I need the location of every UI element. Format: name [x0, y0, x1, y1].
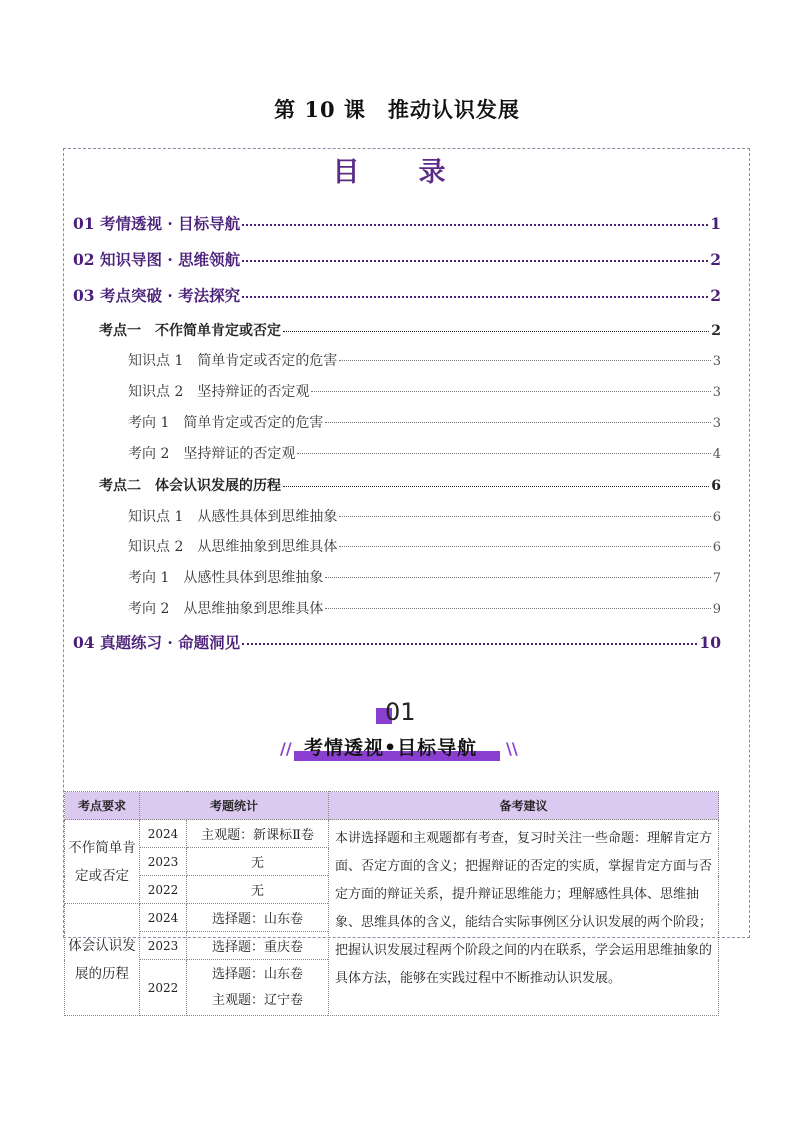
toc-entry-title: 考向 1 简单肯定或否定的危害 — [128, 415, 324, 431]
toc-entry-title: 04 真题练习 · 命题洞见 — [73, 633, 241, 652]
toc-entry-title: 考向 2 坚持辩证的否定观 — [128, 446, 296, 462]
toc-entry-page: 10 — [699, 633, 721, 652]
toc-entry-title: 03 考点突破 · 考法探究 — [73, 286, 241, 305]
toc-entry-page: 2 — [711, 323, 721, 339]
toc-entry-title: 考向 1 从感性具体到思维抽象 — [128, 570, 324, 586]
year-cell: 2024 — [140, 820, 187, 848]
toc-entry[interactable] — [128, 536, 721, 556]
toc-entry[interactable] — [73, 212, 721, 234]
toc-entry-page: 4 — [712, 447, 721, 462]
toc-entry[interactable] — [128, 381, 721, 401]
slash-decoration-right: \\ — [506, 739, 518, 758]
requirement-cell: 体会认识发展的历程 — [65, 904, 140, 1016]
toc-entry-page: 2 — [710, 250, 721, 269]
toc-leader-dots — [242, 259, 708, 262]
toc-entry-page: 6 — [712, 540, 721, 555]
toc-entry[interactable] — [99, 475, 721, 495]
toc-entry-page: 6 — [711, 478, 721, 494]
toc-leader-dots — [325, 607, 710, 609]
toc-entry-title: 01 考情透视 · 目标导航 — [73, 214, 241, 233]
page-title: 第 10 课 推动认识发展 — [274, 97, 520, 122]
toc-leader-dots — [242, 642, 697, 645]
toc-entry-page: 1 — [710, 214, 721, 233]
suggestion-cell: 本讲选择题和主观题都有考查，复习时关注一些命题：理解肯定方面、否定方面的含义；把握辩证的否定的实质，掌握肯定方面与否定方面的辩证关系，提升辩证思维能力；理解感性具体、思维抽象、思维具体的含义，能结合实际事例区分认识发展的两个阶段；把握认识发展过程两个阶段之间的内在联系，学会运用思维抽象的具体方法，能够在实践过程中不断推动认识发展。 — [329, 820, 719, 1016]
toc-entry-title: 考点二 体会认识发展的历程 — [99, 478, 281, 494]
toc-leader-dots — [283, 330, 709, 332]
year-cell: 2024 — [140, 904, 187, 932]
year-cell: 2022 — [140, 960, 187, 1016]
toc-entry-title: 知识点 2 坚持辩证的否定观 — [128, 384, 310, 400]
stat-cell: 无 — [187, 876, 329, 904]
stat-cell: 选择题：重庆卷 — [187, 932, 329, 960]
section-banner — [280, 733, 520, 761]
toc-entry-page: 3 — [712, 354, 721, 369]
toc-entry[interactable] — [128, 598, 721, 618]
year-cell: 2023 — [140, 848, 187, 876]
stat-cell: 主观题：新课标Ⅱ卷 — [187, 820, 329, 848]
toc-entry[interactable] — [73, 284, 721, 306]
toc-entry[interactable] — [73, 631, 721, 653]
toc-entry[interactable] — [128, 412, 721, 432]
toc-leader-dots — [339, 515, 710, 517]
toc-leader-dots — [311, 390, 710, 392]
toc-entry[interactable] — [128, 506, 721, 526]
toc-entry-title: 考向 2 从思维抽象到思维具体 — [128, 601, 324, 617]
toc-entry-title: 考点一 不作简单肯定或否定 — [99, 323, 281, 339]
toc-entry[interactable] — [128, 350, 721, 370]
toc-leader-dots — [339, 359, 710, 361]
section-number: 01 — [376, 698, 436, 728]
stat-line: 主观题：辽宁卷 — [212, 992, 304, 1008]
stat-line: 选择题：山东卷 — [212, 966, 304, 982]
toc-heading: 目 录 — [332, 157, 462, 188]
toc-entry[interactable] — [128, 567, 721, 587]
exam-requirement-table — [64, 791, 719, 1016]
toc-leader-dots — [325, 421, 710, 423]
toc-entry-title: 知识点 2 从思维抽象到思维具体 — [128, 539, 338, 555]
toc-leader-dots — [283, 485, 709, 487]
toc-leader-dots — [242, 295, 708, 298]
toc-entry[interactable] — [73, 248, 721, 270]
toc-entry-title: 知识点 1 简单肯定或否定的危害 — [128, 353, 338, 369]
toc-entry-page: 3 — [712, 416, 721, 431]
toc-entry-page: 3 — [712, 385, 721, 400]
toc-entry-title: 知识点 1 从感性具体到思维抽象 — [128, 509, 338, 525]
stat-cell: 无 — [187, 848, 329, 876]
toc-entry-page: 9 — [712, 602, 721, 617]
header-requirement: 考点要求 — [65, 792, 140, 820]
header-suggestion: 备考建议 — [329, 792, 719, 820]
toc-entry-page: 2 — [710, 286, 721, 305]
toc-leader-dots — [297, 452, 710, 454]
year-cell: 2023 — [140, 932, 187, 960]
year-cell: 2022 — [140, 876, 187, 904]
toc-leader-dots — [339, 545, 710, 547]
toc-entry-page: 6 — [712, 510, 721, 525]
stat-cell — [187, 960, 329, 1016]
toc-entry[interactable] — [128, 443, 721, 463]
header-statistics: 考题统计 — [140, 792, 329, 820]
toc-entry-page: 7 — [712, 571, 721, 586]
slash-decoration-left: // — [280, 739, 292, 758]
toc-leader-dots — [325, 576, 710, 578]
stat-cell: 选择题：山东卷 — [187, 904, 329, 932]
requirement-cell: 不作简单肯定或否定 — [65, 820, 140, 904]
toc-entry-title: 02 知识导图 · 思维领航 — [73, 250, 241, 269]
toc-leader-dots — [242, 223, 708, 226]
section-title: 考情透视•目标导航 — [304, 737, 478, 759]
toc-entry[interactable] — [99, 320, 721, 340]
